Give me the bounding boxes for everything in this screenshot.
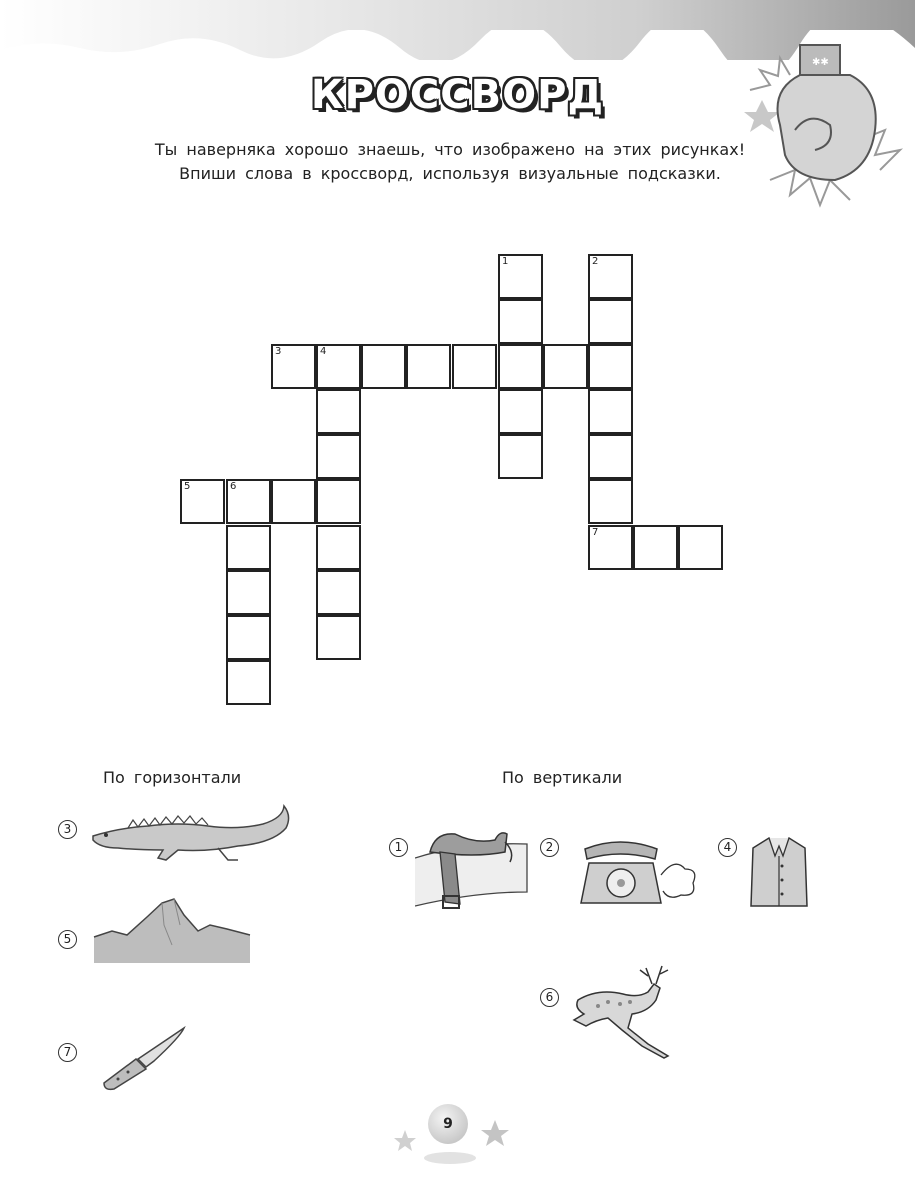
clue-number-1: 1: [389, 838, 408, 857]
page-title: КРОССВОРД: [310, 72, 605, 118]
crossword-cell[interactable]: [633, 525, 678, 570]
crossword-cell[interactable]: [588, 434, 633, 479]
crossword-cell[interactable]: [588, 479, 633, 524]
crossword-cell[interactable]: [498, 299, 543, 344]
telephone-icon: [575, 835, 700, 907]
crossword-cell[interactable]: [271, 479, 316, 524]
clue-number: 1: [502, 256, 509, 267]
crossword-cell[interactable]: [226, 660, 271, 705]
crossword-cell[interactable]: [452, 344, 497, 389]
crossword-cell[interactable]: [316, 479, 361, 524]
crocodile-icon: [88, 798, 298, 870]
crossword-cell[interactable]: [226, 525, 271, 570]
crossword-cell[interactable]: [678, 525, 723, 570]
clue-number: 5: [184, 481, 191, 492]
clue-number-3: 3: [58, 820, 77, 839]
clue-number: 4: [320, 346, 327, 357]
crossword-cell[interactable]: [316, 570, 361, 615]
down-title: По вертикали: [502, 768, 623, 787]
crossword-cell[interactable]: [226, 615, 271, 660]
clue-number-4: 4: [718, 838, 737, 857]
svg-text:✱✱: ✱✱: [812, 57, 829, 68]
crossword-cell[interactable]: [406, 344, 451, 389]
crossword-cell[interactable]: [271, 344, 316, 389]
clue-number: 3: [275, 346, 282, 357]
crossword-cell[interactable]: [588, 299, 633, 344]
page-number: 9: [428, 1104, 468, 1144]
crossword-cell[interactable]: [498, 344, 543, 389]
across-title: По горизонтали: [103, 768, 242, 787]
clue-number: 2: [592, 256, 599, 267]
crossword-cell[interactable]: [316, 434, 361, 479]
crossword-cell[interactable]: [498, 254, 543, 299]
crossword-cell[interactable]: [316, 615, 361, 660]
crossword-cell[interactable]: [226, 570, 271, 615]
intro-line-1: Ты наверняка хорошо знаешь, что изображено на этих рисунках!: [154, 140, 746, 159]
crossword-cell[interactable]: [498, 434, 543, 479]
clue-number: 7: [592, 527, 599, 538]
clue-number: 6: [230, 481, 237, 492]
crossword-cell[interactable]: [588, 344, 633, 389]
crossword-cell[interactable]: [588, 254, 633, 299]
clue-number-5: 5: [58, 930, 77, 949]
crossword-cell[interactable]: [226, 479, 271, 524]
crossword-cell[interactable]: [180, 479, 225, 524]
crossword-cell[interactable]: [361, 344, 406, 389]
saddle-icon: [415, 822, 530, 920]
crossword-cell[interactable]: [588, 525, 633, 570]
knife-icon: [98, 1025, 190, 1091]
crossword-cell[interactable]: [543, 344, 588, 389]
crossword-cell[interactable]: [316, 344, 361, 389]
intro-line-2: Впиши слова в кроссворд, используя визуальные подсказки.: [179, 164, 721, 183]
mountain-icon: [92, 895, 252, 963]
deer-icon: [568, 962, 678, 1060]
crossword-cell[interactable]: [588, 389, 633, 434]
clue-number-6: 6: [540, 988, 559, 1007]
crossword-cell[interactable]: [316, 525, 361, 570]
shirt-icon: [745, 830, 813, 912]
clue-number-2: 2: [540, 838, 559, 857]
clue-number-7: 7: [58, 1043, 77, 1062]
crossword-cell[interactable]: [316, 389, 361, 434]
crossword-cell[interactable]: [498, 389, 543, 434]
